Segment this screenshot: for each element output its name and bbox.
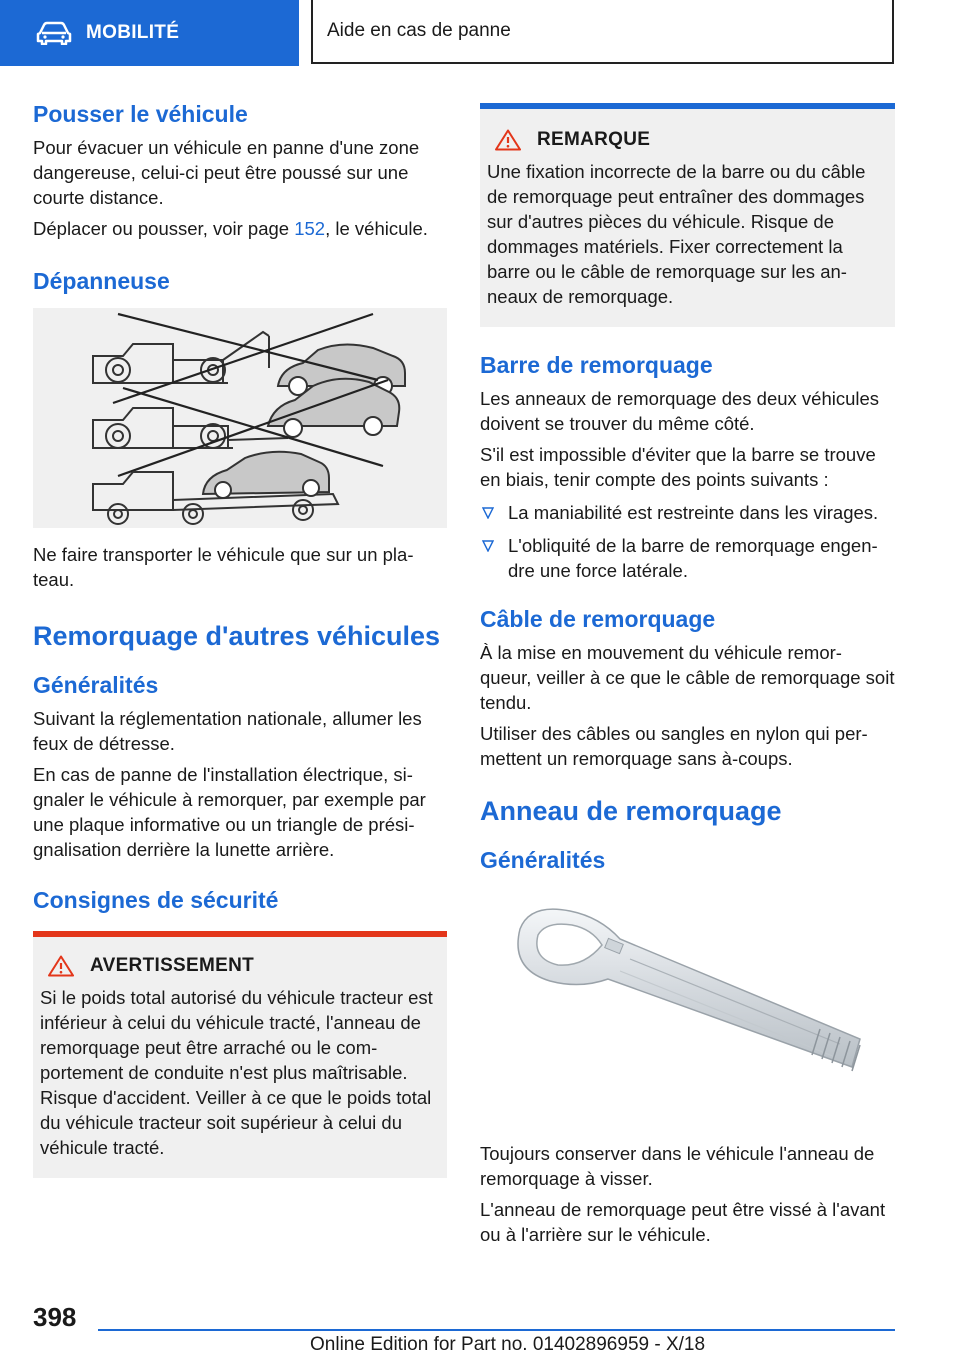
chapter-tab[interactable] <box>311 0 894 64</box>
bar-paragraph-1: Les anneaux de remorquage des deux véhicules doivent se trouver du même côté. <box>480 387 880 434</box>
towing-eye-diagram <box>480 889 895 1129</box>
note-header <box>487 129 889 151</box>
warning-box <box>33 931 447 1178</box>
left-column <box>33 100 447 1178</box>
push-title: Pousser le véhicule <box>33 101 248 127</box>
general-paragraph-2: En cas de panne de l'installation électrique, si‐ gnaler le véhicule à remorquer, par exemple par une plaque informative ou un triangle de prési‐ gnalisation derrière la lunette arrière. <box>33 764 426 860</box>
bullet-triangle-icon <box>482 540 494 552</box>
tow-truck-diagram <box>33 308 447 528</box>
general-title: Généralités <box>33 672 159 699</box>
tow-truck-caption: Ne faire transporter le véhicule que sur un pla‐ teau. <box>33 543 414 590</box>
right-column <box>480 103 895 1247</box>
warning-title: AVERTISSEMENT <box>90 954 255 976</box>
note-text: Une fixation incorrecte de la barre ou du câble de remorquage peut entraîner des dommages sur d'autres pièces du véhicule. Risque de dommages matériels. Fixer correctement la barre ou le câble de remorquage sur les an‐ neaux de remorquage. <box>487 161 866 307</box>
push-paragraph-1: Pour évacuer un véhicule en panne d'une zone dangereuse, celui-ci peut être poussé sur une courte distance. <box>33 136 420 208</box>
cable-paragraph-1: À la mise en mouvement du véhicule remor‐ queur, veiller à ce que le câble de remorquage soit tendu. <box>480 641 895 713</box>
page-number: 398 <box>33 1302 77 1332</box>
push-paragraph-2 <box>33 216 447 241</box>
cable-paragraph-2: Utiliser des câbles ou sangles en nylon qui per‐ mettent un remorquage sans à-coups. <box>480 722 868 769</box>
section-tab-mobilite[interactable] <box>0 0 299 66</box>
push-p2-text-end: , le véhicule. <box>325 217 428 239</box>
towing-title: Remorquage d'autres véhicules <box>33 620 441 651</box>
bar-bullet-list <box>480 500 895 583</box>
footer-divider <box>98 1329 895 1331</box>
tow-truck-illustration <box>33 308 447 528</box>
section-label: MOBILITÉ <box>86 22 180 43</box>
bullet-text: La maniabilité est restreinte dans les virages. <box>508 501 879 523</box>
cable-title: Câble de remorquage <box>480 605 716 632</box>
car-icon <box>36 21 72 45</box>
bullet-triangle-icon <box>482 507 494 519</box>
list-item <box>480 500 895 525</box>
ring-paragraph-2: L'anneau de remorquage peut être vissé à l'avant ou à l'arrière sur le véhicule. <box>480 1199 886 1245</box>
footer-edition: Online Edition for Part no. 01402896959 - X/18 <box>310 1334 706 1355</box>
caution-triangle-icon <box>495 129 521 151</box>
safety-title: Consignes de sécurité <box>33 887 279 913</box>
warning-header <box>40 955 441 977</box>
bar-title: Barre de remorquage <box>480 352 713 378</box>
push-p2-text: Déplacer ou pousser, voir page <box>33 217 295 239</box>
page-header <box>0 0 960 66</box>
bullet-text: L'obliquité de la barre de remorquage engen‐ dre une force latérale. <box>508 534 878 581</box>
chapter-title: Aide en cas de panne <box>327 20 511 41</box>
ring-general-title: Généralités <box>480 847 606 874</box>
warning-triangle-icon <box>48 955 74 977</box>
towing-eye-illustration <box>480 889 895 1129</box>
page-link-152[interactable]: 152 <box>294 217 326 239</box>
ring-title: Anneau de remorquage <box>480 795 782 826</box>
note-box <box>480 103 895 327</box>
list-item <box>480 533 895 583</box>
note-title: REMARQUE <box>537 129 651 150</box>
bar-paragraph-2: S'il est impossible d'éviter que la barre se trouve en biais, tenir compte des points suivants : <box>480 443 876 490</box>
ring-paragraph-1: Toujours conserver dans le véhicule l'anneau de remorquage à visser. <box>480 1143 875 1189</box>
tow-truck-title: Dépanneuse <box>33 267 170 294</box>
general-paragraph-1: Suivant la réglementation nationale, allumer les feux de détresse. <box>33 708 422 754</box>
warning-text: Si le poids total autorisé du véhicule tracteur est inférieur à celui du véhicule tracté, l'anneau de remorquage peut être arraché ou le com‐ portement de conduite n'est plus maîtrisable. Risque d'accident. Veiller à ce que le poids total du véhicule tracteur soit supérieur à celui du véhicule tracté. <box>40 986 433 1158</box>
